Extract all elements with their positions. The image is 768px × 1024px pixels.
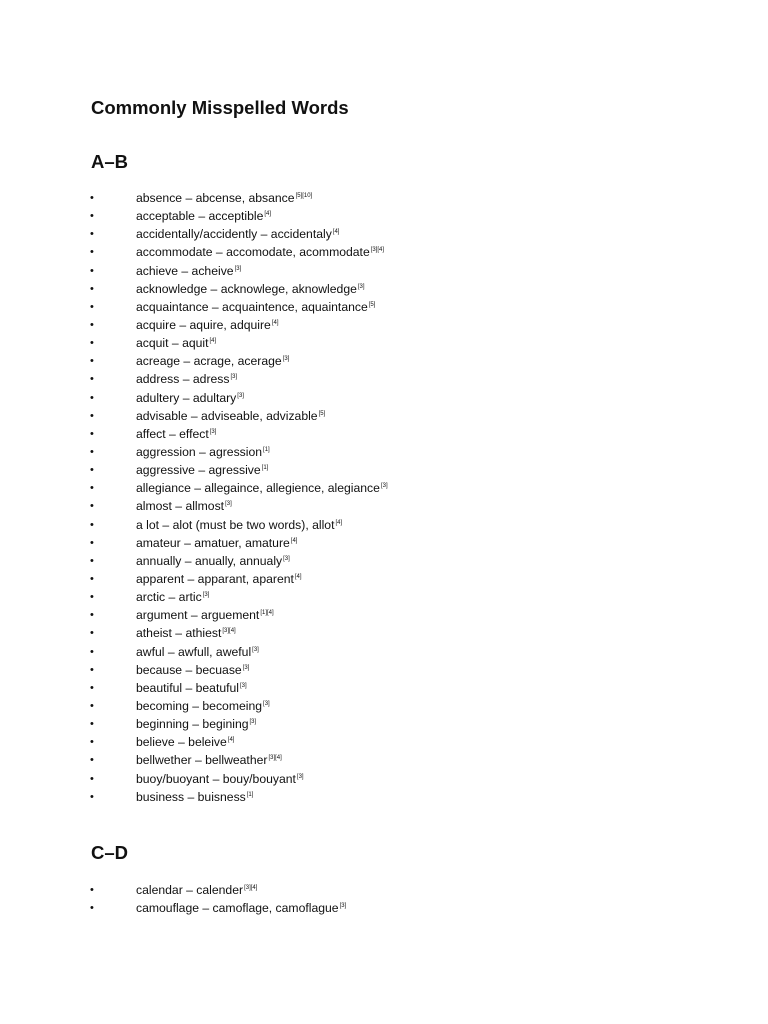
word-entry-text: acreage – acrage, acerage [136, 354, 282, 369]
word-entry [136, 606, 274, 624]
word-entry-text: address – adress [136, 372, 230, 387]
word-entry [136, 262, 241, 280]
word-entry-text: aggression – agression [136, 444, 263, 459]
citation-reference[interactable]: [3] [282, 356, 290, 363]
bullet-icon: • [90, 772, 94, 785]
word-entry [136, 334, 216, 352]
word-entry [136, 588, 209, 606]
word-entry [136, 661, 249, 679]
word-entry-text: affect – effect [136, 426, 209, 441]
citation-reference[interactable]: [3] [339, 903, 347, 910]
word-entry-text: because – becuase [136, 662, 242, 677]
list-item [0, 534, 768, 552]
bullet-icon: • [90, 246, 94, 259]
word-entry-text: aggressive – agressive [136, 463, 261, 478]
section-heading-c-d: C–D [91, 842, 129, 863]
word-entry [136, 751, 282, 769]
list-item [0, 352, 768, 370]
list-item [0, 552, 768, 570]
word-entry [136, 516, 342, 534]
list-item [0, 733, 768, 751]
list-item [0, 461, 768, 479]
bullet-icon: • [90, 337, 94, 350]
list-item [0, 606, 768, 624]
word-entry [136, 370, 237, 388]
word-entry [136, 352, 289, 370]
bullet-icon: • [90, 754, 94, 767]
bullet-icon: • [90, 464, 94, 477]
citation-reference[interactable]: [3] [357, 283, 365, 290]
citation-reference[interactable]: [4] [290, 537, 298, 544]
citation-reference[interactable]: [1] [246, 791, 254, 798]
word-entry-text: annually – anually, annualy [136, 553, 283, 568]
list-item [0, 225, 768, 243]
word-entry [136, 679, 247, 697]
citation-reference[interactable]: [3] [209, 428, 217, 435]
citation-reference[interactable]: [3][4] [244, 885, 258, 891]
bullet-icon: • [90, 699, 94, 712]
list-item [0, 570, 768, 588]
citation-reference[interactable]: [1] [261, 465, 269, 472]
word-entry [136, 443, 270, 461]
list-item [0, 715, 768, 733]
bullet-icon: • [90, 627, 94, 640]
bullet-icon: • [90, 572, 94, 585]
list-item [0, 280, 768, 298]
citation-reference[interactable]: [4] [227, 737, 235, 744]
word-entry [136, 643, 259, 661]
word-entry-text: acquaintance – acquaintence, aquaintance [136, 299, 368, 314]
word-entry-text: argument – arguement [136, 608, 260, 623]
citation-reference[interactable]: [5] [318, 410, 326, 417]
bullet-icon: • [90, 663, 94, 676]
word-entry-text: amateur – amatuer, amature [136, 535, 290, 550]
bullet-icon: • [90, 210, 94, 223]
word-entry [136, 407, 325, 425]
bullet-icon: • [90, 536, 94, 549]
word-entry-text: acquit – aquit [136, 336, 209, 351]
word-entry-text: atheist – athiest [136, 626, 222, 641]
citation-reference[interactable]: [3] [230, 374, 238, 381]
list-item [0, 497, 768, 515]
word-entry-text: awful – awfull, aweful [136, 644, 252, 659]
word-entry [136, 189, 312, 207]
bullet-icon: • [90, 902, 94, 915]
bullet-icon: • [90, 373, 94, 386]
citation-reference[interactable]: [4] [294, 573, 302, 580]
bullet-icon: • [90, 282, 94, 295]
word-entry-text: achieve – acheive [136, 263, 234, 278]
word-entry-text: accommodate – accomodate, acommodate [136, 245, 370, 260]
citation-reference[interactable]: [4] [332, 229, 340, 236]
citation-reference[interactable]: [3] [283, 555, 290, 562]
word-entry [136, 733, 234, 751]
word-entry [136, 534, 297, 552]
list-item [0, 370, 768, 388]
word-entry-text: bellwether – bellweather [136, 753, 268, 768]
word-entry [136, 298, 375, 316]
word-entry-text: acquire – aquire, adquire [136, 317, 271, 332]
list-item [0, 207, 768, 225]
bullet-icon: • [90, 228, 94, 241]
list-item [0, 479, 768, 497]
word-entry [136, 552, 290, 570]
citation-reference[interactable]: [4] [271, 319, 279, 326]
bullet-icon: • [90, 884, 94, 896]
word-entry [136, 788, 253, 806]
bullet-icon: • [90, 718, 94, 731]
citation-reference[interactable]: [3] [252, 646, 259, 653]
list-item [0, 243, 768, 261]
word-entry-text: beautiful – beatuful [136, 680, 239, 695]
bullet-icon: • [90, 409, 94, 422]
citation-reference[interactable]: [3] [225, 501, 232, 508]
list-item [0, 389, 768, 407]
citation-reference[interactable]: [3] [234, 265, 242, 272]
list-item [0, 316, 768, 334]
citation-reference[interactable]: [3] [240, 682, 247, 689]
word-entry-text: acceptable – acceptible [136, 209, 264, 224]
list-item [0, 516, 768, 534]
list-item [0, 679, 768, 697]
bullet-icon: • [90, 645, 94, 658]
bullet-icon: • [90, 264, 94, 277]
word-entry-text: accidentally/accidently – accidentaly [136, 227, 332, 242]
word-entry [136, 479, 388, 497]
section-heading-a-b: A–B [91, 151, 129, 172]
citation-reference[interactable]: [4] [264, 211, 272, 218]
word-entry [136, 316, 279, 334]
bullet-icon: • [90, 192, 94, 204]
word-entry [136, 715, 256, 733]
list-item [0, 425, 768, 443]
list-item [0, 407, 768, 425]
list-item [0, 899, 768, 917]
citation-reference[interactable]: [3] [242, 664, 250, 671]
citation-reference[interactable]: [1] [263, 446, 270, 453]
citation-reference[interactable]: [4] [209, 338, 217, 345]
citation-reference[interactable]: [5][10] [295, 193, 313, 199]
list-item [0, 643, 768, 661]
citation-reference[interactable]: [3][4] [222, 628, 236, 635]
word-entry-text: acknowledge – acknowlege, aknowledge [136, 281, 357, 296]
citation-reference[interactable]: [3] [202, 592, 210, 599]
list-item [0, 751, 768, 769]
word-entry [136, 624, 236, 642]
word-entry-text: adultery – adultary [136, 390, 237, 405]
word-entry [136, 570, 302, 588]
citation-reference[interactable]: [3][4] [370, 247, 385, 254]
bullet-icon: • [90, 736, 94, 749]
word-entry-text: allegiance – allegaince, allegience, alegiance [136, 481, 380, 496]
list-item [0, 334, 768, 352]
bullet-icon: • [90, 591, 94, 604]
word-entry [136, 207, 271, 225]
citation-reference[interactable]: [3] [237, 392, 244, 399]
word-entry-text: camouflage – camoflage, camoflague [136, 901, 339, 916]
bullet-icon: • [90, 300, 94, 313]
list-item [0, 624, 768, 642]
list-item [0, 189, 768, 207]
bullet-icon: • [90, 500, 94, 513]
bullet-icon: • [90, 554, 94, 567]
word-entry [136, 280, 365, 298]
word-entry [136, 425, 216, 443]
bullet-icon: • [90, 445, 94, 458]
bullet-icon: • [90, 518, 94, 531]
list-item [0, 788, 768, 806]
word-entry-text: advisable – adviseable, advizable [136, 408, 318, 423]
citation-reference[interactable]: [3] [263, 700, 270, 707]
bullet-icon: • [90, 609, 94, 622]
bullet-icon: • [90, 318, 94, 331]
word-list-a-b [0, 189, 768, 806]
citation-reference[interactable]: [3] [380, 483, 388, 490]
word-entry-text: business – buisness [136, 789, 246, 804]
word-entry [136, 225, 339, 243]
citation-reference[interactable]: [3] [249, 719, 257, 726]
word-entry-text: buoy/buoyant – bouy/bouyant [136, 771, 296, 786]
word-entry [136, 697, 270, 715]
word-entry [136, 899, 346, 917]
word-entry-text: arctic – artic [136, 590, 202, 605]
list-item [0, 661, 768, 679]
page-title: Commonly Misspelled Words [91, 97, 349, 118]
list-item [0, 697, 768, 715]
word-entry-text: calendar – calender [136, 883, 244, 897]
list-item [0, 881, 768, 899]
bullet-icon: • [90, 681, 94, 694]
word-entry-text: becoming – becomeing [136, 698, 263, 713]
word-entry-text: almost – allmost [136, 499, 225, 514]
word-entry [136, 461, 268, 479]
word-entry [136, 389, 244, 407]
word-entry-text: a lot – alot (must be two words), allot [136, 517, 335, 532]
citation-reference[interactable]: [1][4] [260, 610, 274, 617]
list-item [0, 770, 768, 788]
bullet-icon: • [90, 482, 94, 495]
word-list-c-d [0, 881, 768, 917]
word-entry [136, 881, 257, 899]
citation-reference[interactable]: [3][4] [268, 755, 282, 762]
list-item [0, 298, 768, 316]
word-entry [136, 243, 384, 261]
word-entry-text: beginning – begining [136, 717, 249, 732]
word-entry [136, 770, 304, 788]
bullet-icon: • [90, 391, 94, 404]
bullet-icon: • [90, 790, 94, 803]
citation-reference[interactable]: [5] [368, 301, 376, 308]
word-entry-text: absence – abcense, absance [136, 191, 295, 205]
citation-reference[interactable]: [4] [335, 519, 343, 526]
citation-reference[interactable]: [3] [296, 773, 304, 780]
bullet-icon: • [90, 355, 94, 368]
word-entry-text: believe – beleive [136, 735, 227, 750]
word-entry-text: apparent – apparant, aparent [136, 571, 294, 586]
list-item [0, 588, 768, 606]
list-item [0, 443, 768, 461]
word-entry [136, 497, 232, 515]
bullet-icon: • [90, 427, 94, 440]
list-item [0, 262, 768, 280]
